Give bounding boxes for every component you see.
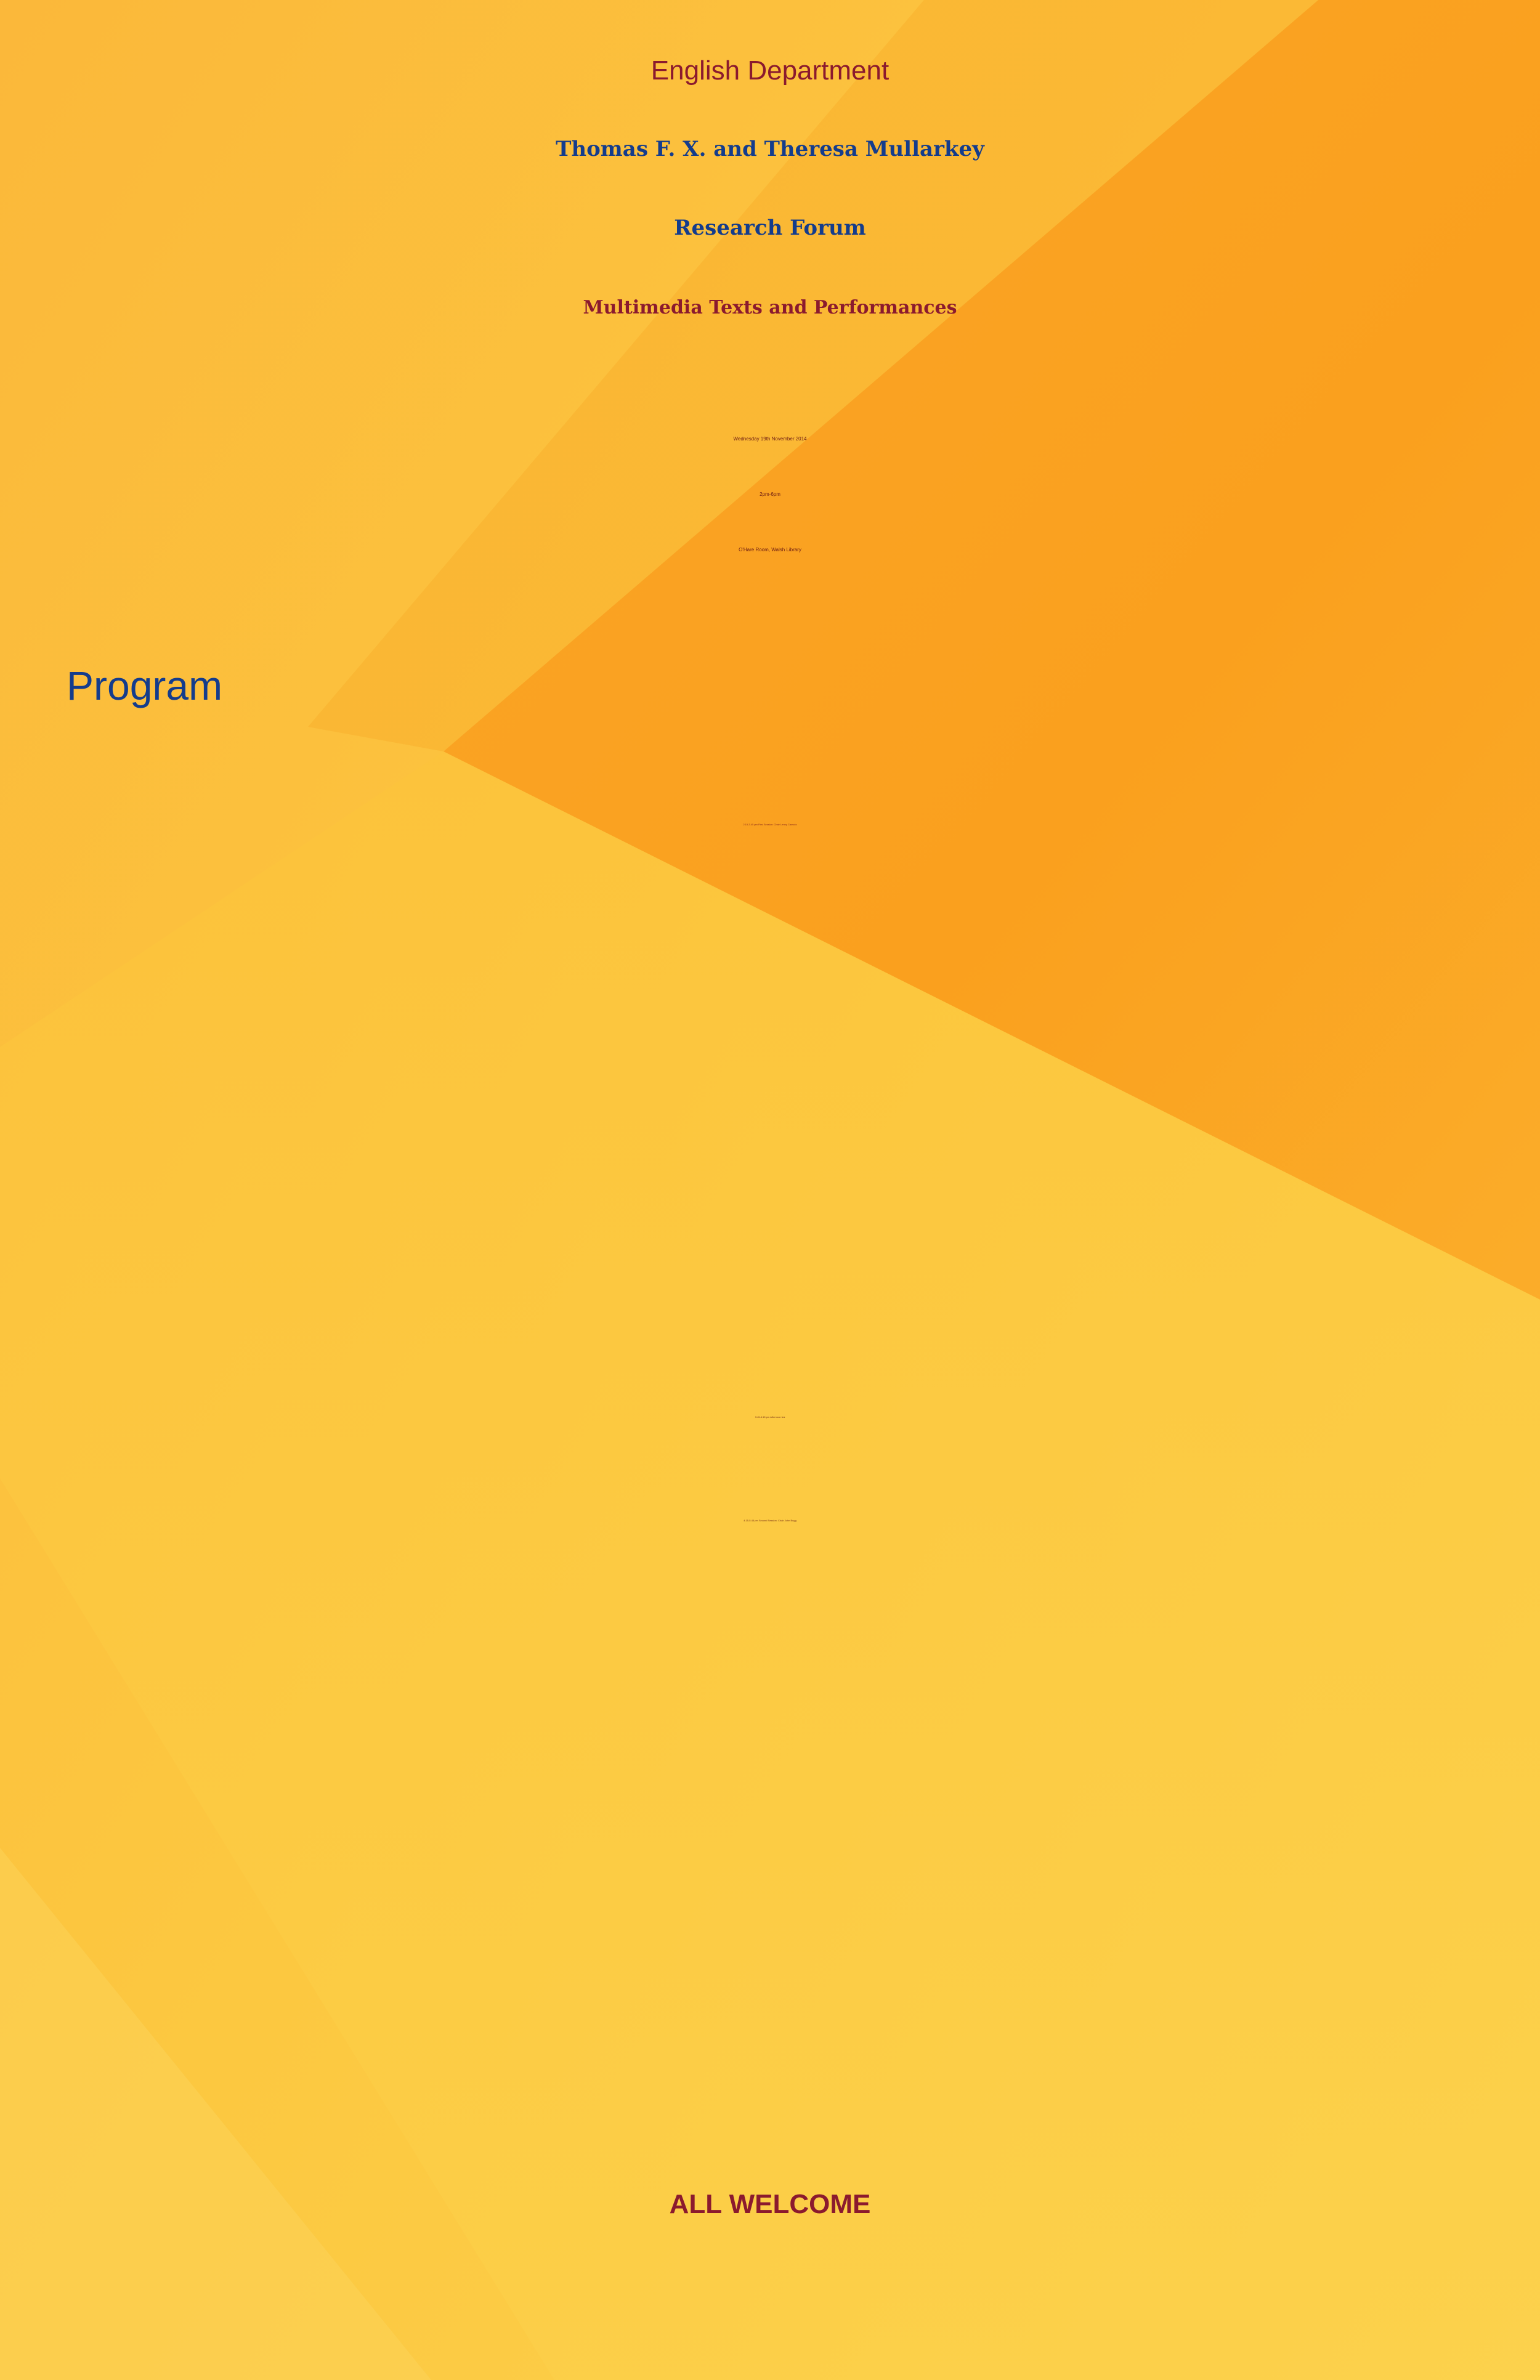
session1-heading: 2.15-3.45 pm First Session: Chair Lenny Cassuto <box>743 823 797 826</box>
afternoon-tea: 3:45-4:15 pm Afternoon tea <box>755 1415 785 1419</box>
event-location: O'Hare Room, Walsh Library <box>739 547 801 552</box>
forum-title-line1: Thomas F. X. and Theresa Mullarkey <box>556 137 984 161</box>
event-date: Wednesday 19th November 2014 <box>733 436 807 442</box>
event-time: 2pm-6pm <box>760 492 780 497</box>
forum-title-line2: Research Forum <box>674 216 866 240</box>
session2-heading: 4.15-5.45 pm Second Session: Chair John Bugg <box>744 1519 796 1522</box>
all-welcome: ALL WELCOME <box>669 2189 871 2219</box>
program-label: Program <box>67 663 223 708</box>
forum-theme: Multimedia Texts and Performances <box>583 297 957 318</box>
department-heading: English Department <box>650 55 890 86</box>
